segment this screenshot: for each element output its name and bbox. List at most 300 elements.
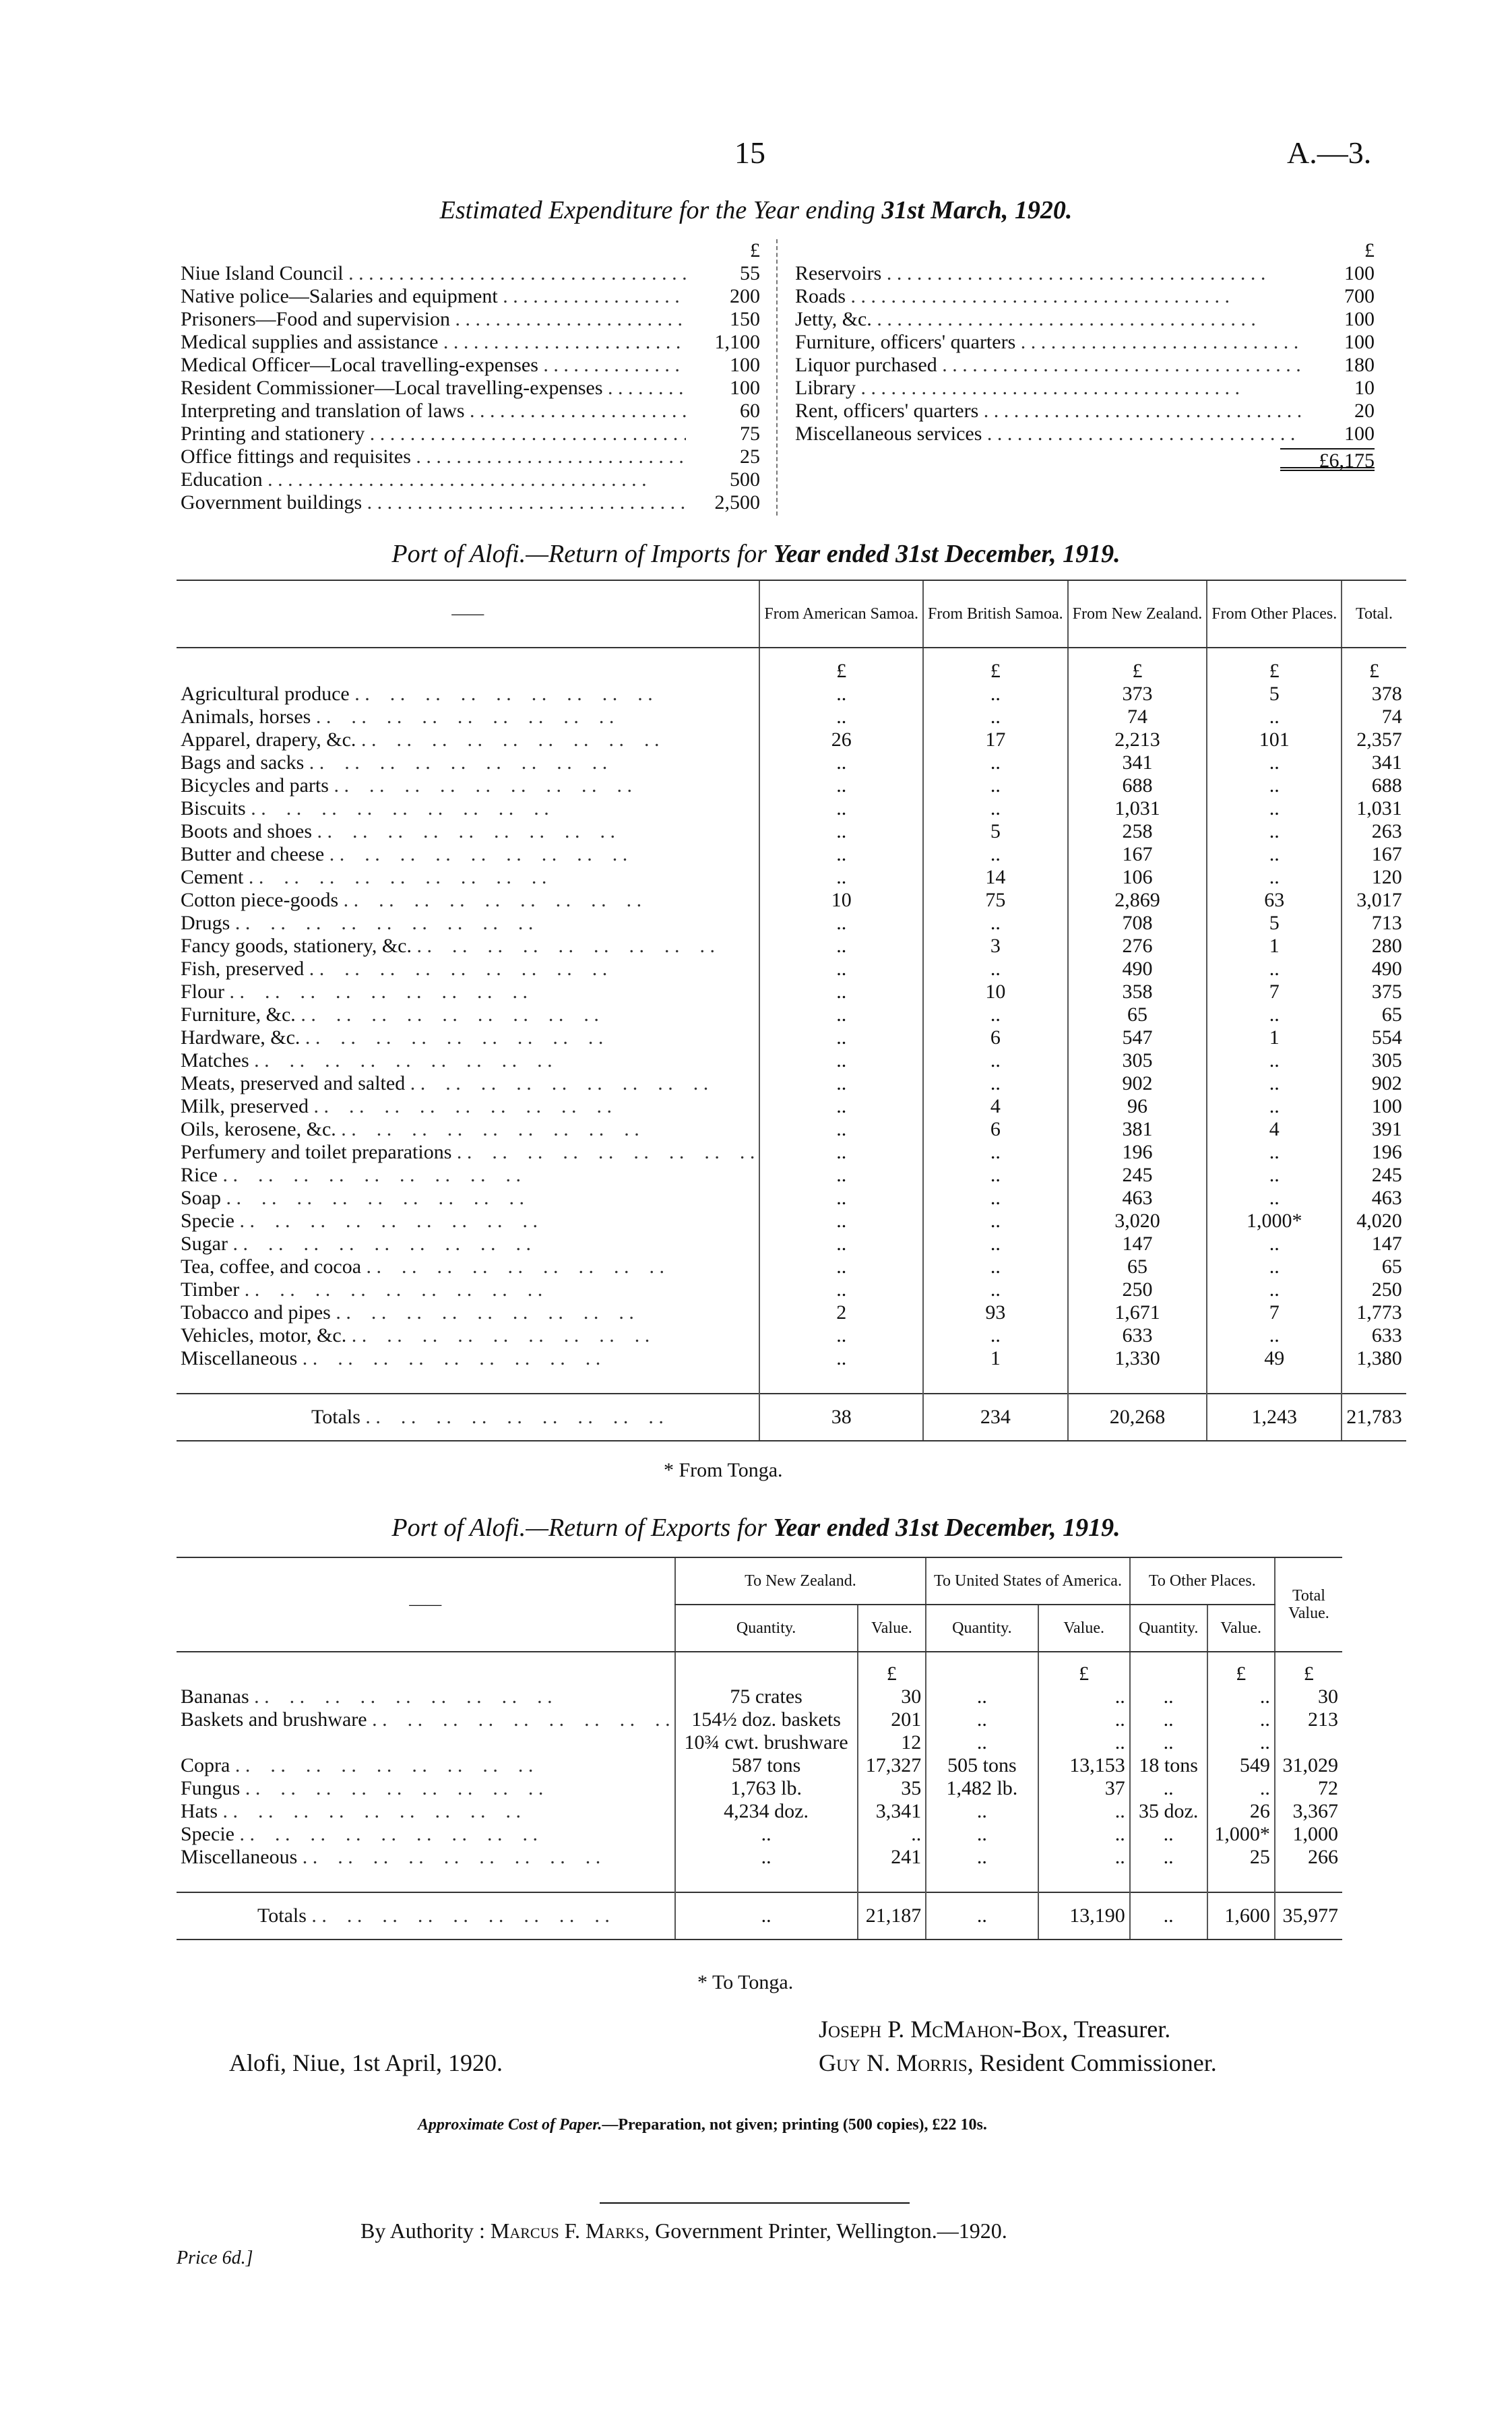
currency-symbol: £	[1068, 648, 1207, 683]
expenditure-row	[181, 445, 760, 468]
import-item-label: Fish, preserved . .	[177, 958, 759, 981]
exports-title-bold: Year ended 31st December, 1919.	[773, 1514, 1121, 1542]
table-row	[177, 797, 1406, 820]
currency-symbol: £	[759, 648, 923, 683]
place-date: Alofi, Niue, 1st April, 1920.	[229, 2049, 503, 2076]
import-item-label: Animals, horses . .	[177, 706, 759, 728]
import-value: 276	[1068, 935, 1207, 958]
table-row	[177, 1800, 1342, 1823]
import-value: 688	[1342, 774, 1406, 797]
import-value: 1	[1207, 1026, 1342, 1049]
expenditure-item-label: Resident Commissioner—Local travelling-expenses . . .	[181, 377, 686, 400]
table-row	[177, 1754, 1342, 1777]
exports-title	[0, 1513, 1512, 1543]
export-quantity: ..	[675, 1846, 858, 1869]
table-row	[177, 1708, 1342, 1731]
export-value: 13,153	[1038, 1754, 1130, 1777]
group-to-usa: To United States of America.	[926, 1557, 1130, 1605]
export-value: ..	[1038, 1685, 1130, 1708]
exports-total-other-value: 1,600	[1207, 1892, 1275, 1940]
import-value: 708	[1068, 912, 1207, 935]
import-item-label: Matches . .	[177, 1049, 759, 1072]
import-value: 6	[923, 1118, 1068, 1141]
sub-usa-quantity: Quantity.	[926, 1605, 1038, 1652]
export-value	[1275, 1731, 1342, 1754]
export-value: 30	[1275, 1685, 1342, 1708]
import-value: 633	[1068, 1324, 1207, 1347]
imports-title-bold: Year ended 31st December, 1919.	[773, 540, 1121, 568]
export-value: ..	[1207, 1708, 1275, 1731]
imports-footnote: * From Tonga.	[664, 1459, 783, 1481]
authority-text: Government Printer, Wellington.—1920.	[655, 2219, 1007, 2243]
table-row	[177, 1301, 1406, 1324]
export-value: 1,000	[1275, 1823, 1342, 1846]
table-row	[177, 683, 1406, 706]
expenditure-item-label: Library . . .	[795, 377, 1300, 400]
expenditure-item-label: Education . . .	[181, 468, 686, 491]
export-item-label: Miscellaneous . .	[177, 1846, 675, 1869]
import-value: ..	[759, 1026, 923, 1049]
export-item-label: Hats . .	[177, 1800, 675, 1823]
export-value: 26	[1207, 1800, 1275, 1823]
import-value: ..	[759, 1118, 923, 1141]
expenditure-row	[795, 354, 1375, 377]
table-row	[177, 1255, 1406, 1278]
export-value: 1,000*	[1207, 1823, 1275, 1846]
import-value: 147	[1068, 1233, 1207, 1255]
import-item-label: Agricultural produce . .	[177, 683, 759, 706]
table-row	[177, 1233, 1406, 1255]
currency-symbol: £	[1207, 1652, 1275, 1685]
expenditure-item-amount: 2,500	[714, 491, 760, 514]
expenditure-total: £6,175	[1280, 448, 1375, 471]
import-value: ..	[1207, 751, 1342, 774]
imports-corner-header: ——	[177, 580, 759, 648]
currency-symbol: £	[1364, 239, 1375, 261]
expenditure-item-label: Liquor purchased . . .	[795, 354, 1300, 377]
currency-symbol: £	[1207, 648, 1342, 683]
import-value: ..	[923, 1187, 1068, 1210]
import-value: ..	[923, 797, 1068, 820]
import-value: ..	[759, 1049, 923, 1072]
export-quantity: 4,234 doz.	[675, 1800, 858, 1823]
import-value: 4	[1207, 1118, 1342, 1141]
table-row	[177, 774, 1406, 797]
import-value: 902	[1068, 1072, 1207, 1095]
authority-line	[360, 2219, 1007, 2243]
expenditure-item-amount: 100	[1344, 308, 1375, 330]
import-value: 1	[923, 1347, 1068, 1370]
expenditure-item-amount: 150	[730, 308, 760, 330]
expenditure-item-label: Medical supplies and assistance . . .	[181, 331, 686, 354]
import-value: ..	[759, 774, 923, 797]
import-value: ..	[1207, 866, 1342, 889]
import-value: ..	[923, 1049, 1068, 1072]
import-item-label: Butter and cheese . .	[177, 843, 759, 866]
expenditure-item-amount: 500	[730, 468, 760, 491]
expenditure-item-amount: 100	[1344, 331, 1375, 353]
import-value: 2	[759, 1301, 923, 1324]
export-quantity: 505 tons	[926, 1754, 1038, 1777]
export-quantity: ..	[1130, 1731, 1207, 1754]
expenditure-item-amount: 1,100	[714, 331, 760, 353]
import-value: ..	[923, 1255, 1068, 1278]
sub-other-value: Value.	[1207, 1605, 1275, 1652]
import-item-label: Hardware, &c. . .	[177, 1026, 759, 1049]
import-value: ..	[759, 1095, 923, 1118]
export-quantity: 1,482 lb.	[926, 1777, 1038, 1800]
import-item-label: Miscellaneous . .	[177, 1347, 759, 1370]
import-value: ..	[923, 1324, 1068, 1347]
import-value: ..	[1207, 1049, 1342, 1072]
expenditure-row	[795, 262, 1375, 285]
import-value: ..	[759, 958, 923, 981]
import-value: 1,031	[1068, 797, 1207, 820]
export-quantity: ..	[1130, 1846, 1207, 1869]
export-item-label: Specie . .	[177, 1823, 675, 1846]
import-value: 554	[1342, 1026, 1406, 1049]
expenditure-item-amount: 20	[1354, 400, 1375, 422]
export-value: ..	[1038, 1823, 1130, 1846]
imports-totals-label: Totals . .	[177, 1394, 759, 1441]
import-value: ..	[759, 1324, 923, 1347]
imports-grand-total: 21,783	[1342, 1394, 1406, 1441]
export-quantity: 10¾ cwt. brushware	[675, 1731, 858, 1754]
export-value: ..	[1038, 1708, 1130, 1731]
expenditure-item-amount: 10	[1354, 377, 1375, 399]
export-value: 12	[858, 1731, 926, 1754]
expenditure-right	[795, 239, 1375, 471]
expenditure-item-amount: 100	[730, 377, 760, 399]
export-quantity: ..	[926, 1800, 1038, 1823]
expenditure-item-amount: 55	[740, 262, 760, 284]
table-row	[177, 912, 1406, 935]
import-item-label: Sugar . .	[177, 1233, 759, 1255]
export-value: 17,327	[858, 1754, 926, 1777]
expenditure-row	[181, 400, 760, 423]
import-value: 101	[1207, 728, 1342, 751]
import-value: ..	[923, 1278, 1068, 1301]
import-value: 341	[1342, 751, 1406, 774]
import-value: 391	[1342, 1118, 1406, 1141]
import-value: 547	[1068, 1026, 1207, 1049]
import-item-label: Fancy goods, stationery, &c. . .	[177, 935, 759, 958]
import-value: ..	[923, 774, 1068, 797]
import-value: ..	[759, 1347, 923, 1370]
import-value: ..	[759, 843, 923, 866]
expenditure-item-label: Reservoirs . . .	[795, 262, 1300, 285]
export-quantity: ..	[675, 1823, 858, 1846]
authority-prefix: By Authority :	[360, 2219, 485, 2243]
import-value: ..	[759, 1003, 923, 1026]
expenditure-left	[181, 239, 760, 514]
import-item-label: Oils, kerosene, &c. . .	[177, 1118, 759, 1141]
export-value: ..	[858, 1823, 926, 1846]
table-row	[177, 706, 1406, 728]
exports-grand-total: 35,977	[1275, 1892, 1342, 1940]
table-row	[177, 1823, 1342, 1846]
expenditure-item-amount: 200	[730, 285, 760, 307]
treasurer-role: Treasurer.	[1073, 2016, 1171, 2043]
import-value: 63	[1207, 889, 1342, 912]
import-value: ..	[1207, 1003, 1342, 1026]
expenditure-row	[181, 262, 760, 285]
import-value: 14	[923, 866, 1068, 889]
exports-footnote: * To Tonga.	[697, 1971, 794, 1993]
import-value: 65	[1342, 1255, 1406, 1278]
import-value: ..	[1207, 820, 1342, 843]
table-row	[177, 1846, 1342, 1869]
expenditure-item-label: Miscellaneous services . . .	[795, 423, 1300, 445]
import-item-label: Specie . .	[177, 1210, 759, 1233]
import-value: 1,671	[1068, 1301, 1207, 1324]
imports-total-new-zealand: 20,268	[1068, 1394, 1207, 1441]
import-value: 65	[1068, 1255, 1207, 1278]
import-item-label: Timber . .	[177, 1278, 759, 1301]
group-to-other-places: To Other Places.	[1130, 1557, 1275, 1605]
imports-total-american-samoa: 38	[759, 1394, 923, 1441]
expenditure-row	[795, 308, 1375, 331]
export-quantity: 18 tons	[1130, 1754, 1207, 1777]
import-value: 5	[1207, 912, 1342, 935]
import-value: ..	[1207, 843, 1342, 866]
import-value: 3	[923, 935, 1068, 958]
import-value: 4,020	[1342, 1210, 1406, 1233]
expenditure-item-label: Printing and stationery . . .	[181, 423, 686, 445]
import-value: ..	[759, 1141, 923, 1164]
table-row	[177, 1187, 1406, 1210]
import-item-label: Biscuits . .	[177, 797, 759, 820]
export-quantity: ..	[926, 1685, 1038, 1708]
import-value: 263	[1342, 820, 1406, 843]
expenditure-row	[181, 354, 760, 377]
import-value: ..	[759, 683, 923, 706]
import-value: 258	[1068, 820, 1207, 843]
export-item-label: Copra . .	[177, 1754, 675, 1777]
import-value: 490	[1068, 958, 1207, 981]
expenditure-item-label: Prisoners—Food and supervision . . .	[181, 308, 686, 331]
import-item-label: Drugs . .	[177, 912, 759, 935]
import-value: ..	[759, 981, 923, 1003]
import-value: 3,017	[1342, 889, 1406, 912]
expenditure-title	[0, 195, 1512, 225]
expenditure-item-label: Interpreting and translation of laws . . .	[181, 400, 686, 423]
import-value: ..	[759, 1164, 923, 1187]
import-value: 1,031	[1342, 797, 1406, 820]
import-value: ..	[1207, 1187, 1342, 1210]
table-row	[177, 1210, 1406, 1233]
import-item-label: Meats, preserved and salted . .	[177, 1072, 759, 1095]
expenditure-item-label: Rent, officers' quarters . . .	[795, 400, 1300, 423]
cost-note-text: —Preparation, not given; printing (500 copies), £22 10s.	[602, 2116, 987, 2134]
table-row	[177, 935, 1406, 958]
import-value: 305	[1342, 1049, 1406, 1072]
export-quantity: ..	[926, 1708, 1038, 1731]
expenditure-item-label: Roads . . .	[795, 285, 1300, 308]
import-value: ..	[759, 912, 923, 935]
exports-total-nz-value: 21,187	[858, 1892, 926, 1940]
import-value: ..	[923, 706, 1068, 728]
export-value: ..	[1038, 1846, 1130, 1869]
import-value: 358	[1068, 981, 1207, 1003]
export-quantity: ..	[926, 1731, 1038, 1754]
expenditure-row	[795, 331, 1375, 354]
column-divider	[776, 239, 778, 516]
export-quantity: ..	[926, 1823, 1038, 1846]
import-value: ..	[1207, 1072, 1342, 1095]
expenditure-row	[181, 377, 760, 400]
table-row	[177, 1278, 1406, 1301]
import-value: 7	[1207, 1301, 1342, 1324]
import-value: 196	[1068, 1141, 1207, 1164]
expenditure-item-label: Niue Island Council . . .	[181, 262, 686, 285]
export-value: 35	[858, 1777, 926, 1800]
import-value: 3,020	[1068, 1210, 1207, 1233]
currency-symbol: £	[858, 1652, 926, 1685]
import-value: 713	[1342, 912, 1406, 935]
import-value: ..	[923, 751, 1068, 774]
import-item-label: Bicycles and parts . .	[177, 774, 759, 797]
import-item-label: Vehicles, motor, &c. . .	[177, 1324, 759, 1347]
import-value: ..	[759, 1278, 923, 1301]
import-value: ..	[759, 866, 923, 889]
import-value: 250	[1068, 1278, 1207, 1301]
import-value: 49	[1207, 1347, 1342, 1370]
import-value: ..	[759, 1187, 923, 1210]
import-value: ..	[923, 683, 1068, 706]
import-value: 6	[923, 1026, 1068, 1049]
export-item-label: Fungus . .	[177, 1777, 675, 1800]
treasurer-name: Joseph P. McMahon-Box,	[819, 2016, 1069, 2043]
table-row	[177, 1003, 1406, 1026]
export-value: 549	[1207, 1754, 1275, 1777]
import-value: 147	[1342, 1233, 1406, 1255]
expenditure-item-amount: 60	[740, 400, 760, 422]
expenditure-row	[181, 285, 760, 308]
imports-table	[177, 580, 1406, 1441]
col-from-british-samoa: From British Samoa.	[923, 580, 1068, 648]
import-value: 65	[1342, 1003, 1406, 1026]
import-value: 17	[923, 728, 1068, 751]
expenditure-row	[795, 423, 1375, 445]
import-value: ..	[759, 1210, 923, 1233]
import-value: 633	[1342, 1324, 1406, 1347]
table-row	[177, 1731, 1342, 1754]
import-value: 1	[1207, 935, 1342, 958]
table-row	[177, 1324, 1406, 1347]
import-value: 2,869	[1068, 889, 1207, 912]
divider-rule	[600, 2202, 910, 2204]
import-value: 5	[923, 820, 1068, 843]
table-row	[177, 958, 1406, 981]
table-row	[177, 1095, 1406, 1118]
table-row	[177, 981, 1406, 1003]
export-quantity: 1,763 lb.	[675, 1777, 858, 1800]
expenditure-item-amount: 700	[1344, 285, 1375, 307]
export-value: 37	[1038, 1777, 1130, 1800]
export-value: ..	[1038, 1800, 1130, 1823]
import-value: 96	[1068, 1095, 1207, 1118]
expenditure-item-amount: 100	[1344, 262, 1375, 284]
expenditure-row	[795, 377, 1375, 400]
export-value: 72	[1275, 1777, 1342, 1800]
expenditure-item-label: Furniture, officers' quarters . . .	[795, 331, 1300, 354]
expenditure-item-amount: 75	[740, 423, 760, 445]
export-value: 31,029	[1275, 1754, 1342, 1777]
import-item-label: Tobacco and pipes . .	[177, 1301, 759, 1324]
import-value: 1,380	[1342, 1347, 1406, 1370]
exports-total-usa-quantity: ..	[926, 1892, 1038, 1940]
export-item-label: Bananas . .	[177, 1685, 675, 1708]
export-quantity: ..	[1130, 1823, 1207, 1846]
import-value: ..	[923, 1003, 1068, 1026]
import-value: 902	[1342, 1072, 1406, 1095]
cost-note-label: Approximate Cost of Paper.	[418, 2116, 602, 2134]
table-row	[177, 751, 1406, 774]
import-value: 2,213	[1068, 728, 1207, 751]
table-row	[177, 728, 1406, 751]
import-value: ..	[759, 935, 923, 958]
import-value: 74	[1342, 706, 1406, 728]
import-item-label: Cotton piece-goods . .	[177, 889, 759, 912]
table-row	[177, 866, 1406, 889]
table-row	[177, 1164, 1406, 1187]
export-item-label: Baskets and brushware . .	[177, 1708, 675, 1731]
imports-total-other-places: 1,243	[1207, 1394, 1342, 1441]
import-value: 7	[1207, 981, 1342, 1003]
import-value: ..	[1207, 774, 1342, 797]
export-quantity: ..	[1130, 1777, 1207, 1800]
import-value: 5	[1207, 683, 1342, 706]
currency-symbol: £	[1038, 1652, 1130, 1685]
import-value: ..	[923, 1210, 1068, 1233]
import-value: ..	[759, 1255, 923, 1278]
import-value: ..	[1207, 958, 1342, 981]
import-value: ..	[923, 1141, 1068, 1164]
exports-corner-header: ——	[177, 1557, 675, 1652]
col-from-other-places: From Other Places.	[1207, 580, 1342, 648]
export-quantity: 587 tons	[675, 1754, 858, 1777]
export-value: ..	[1207, 1685, 1275, 1708]
import-value: 1,000*	[1207, 1210, 1342, 1233]
expenditure-item-amount: 25	[740, 445, 760, 468]
export-value: ..	[1207, 1777, 1275, 1800]
export-quantity: 35 doz.	[1130, 1800, 1207, 1823]
import-value: ..	[759, 820, 923, 843]
import-value: 4	[923, 1095, 1068, 1118]
table-row	[177, 1777, 1342, 1800]
table-row	[177, 1141, 1406, 1164]
import-value: 490	[1342, 958, 1406, 981]
exports-total-usa-value: 13,190	[1038, 1892, 1130, 1940]
export-value: 3,367	[1275, 1800, 1342, 1823]
import-value: 378	[1342, 683, 1406, 706]
col-from-new-zealand: From New Zealand.	[1068, 580, 1207, 648]
import-value: ..	[1207, 1164, 1342, 1187]
table-row	[177, 1347, 1406, 1370]
export-value: 241	[858, 1846, 926, 1869]
currency-symbol: £	[1342, 648, 1406, 683]
expenditure-item-label: Native police—Salaries and equipment . . .	[181, 285, 686, 308]
expenditure-row	[181, 423, 760, 445]
import-value: ..	[1207, 1255, 1342, 1278]
export-value: 25	[1207, 1846, 1275, 1869]
expenditure-row	[181, 491, 760, 514]
import-value: 341	[1068, 751, 1207, 774]
import-item-label: Perfumery and toilet preparations . .	[177, 1141, 759, 1164]
import-value: 245	[1068, 1164, 1207, 1187]
expenditure-row	[181, 468, 760, 491]
